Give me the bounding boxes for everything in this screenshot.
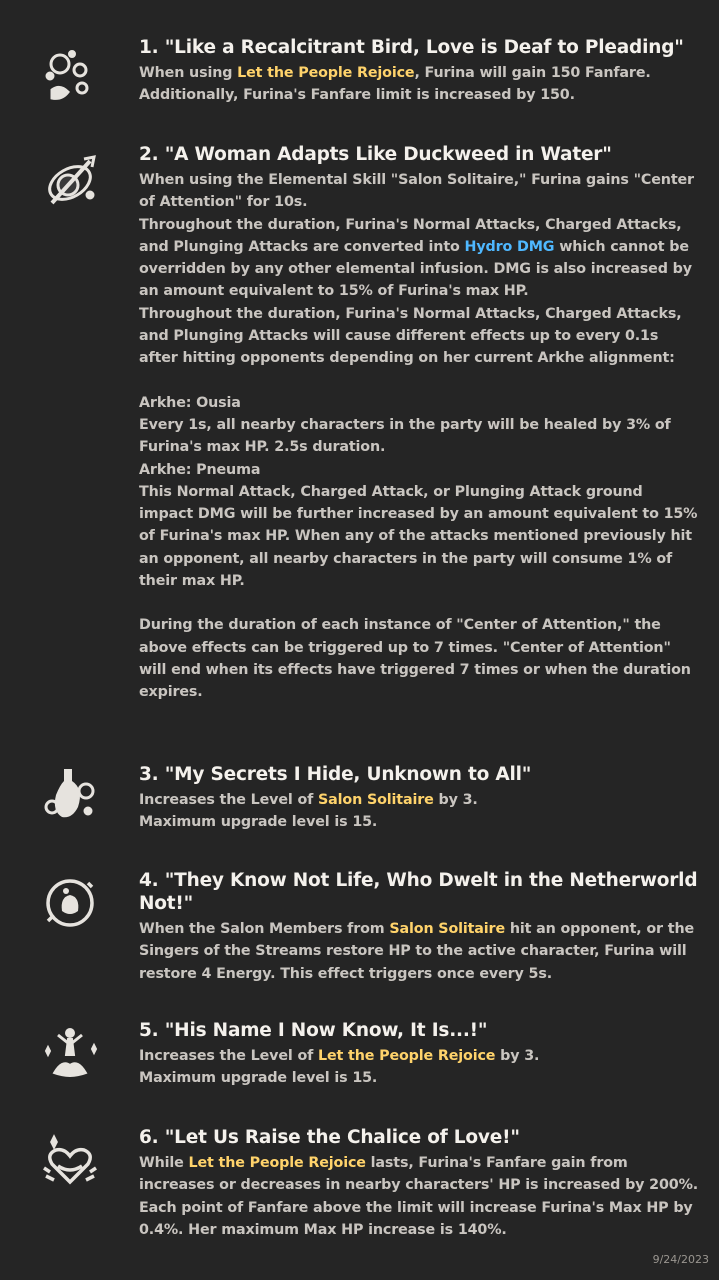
desc-text: When the Salon Members from <box>139 921 390 937</box>
constellation-description <box>139 918 699 985</box>
skill-name-highlight: Let the People Rejoice <box>237 65 415 81</box>
constellation-title: 1. "Like a Recalcitrant Bird, Love is Deaf to Pleading" <box>139 37 684 58</box>
desc-text: When using <box>139 65 238 81</box>
constellation-description <box>139 789 699 834</box>
skill-name-highlight: Salon Solitaire <box>389 921 505 937</box>
desc-text: This Normal Attack, Charged Attack, or Plunging Attack ground impact DMG will be further increased by an amount equivalent to 15% of Furina's max HP. When any of the attacks mentioned previously hit an opponent, all nearby characters in the party will consume 1% of their max HP. <box>139 483 698 590</box>
arkhe-heading: Arkhe: Ousia <box>139 394 241 411</box>
desc-text: Throughout the duration, Furina's Normal Attacks, Charged Attacks, and Plunging Attacks are converted into <box>139 216 682 255</box>
desc-text: Additionally, Furina's Fanfare limit is increased by 150. <box>139 87 575 104</box>
desc-text: During the duration of each instance of "Center of Attention," the above effects can be triggered up to 7 times. "Center of Attention" will end when its effects have triggered 7 times or when the duration expires. <box>139 617 691 701</box>
constellation-description <box>139 1045 699 1090</box>
heart-chalice-constellation-icon <box>38 1132 102 1196</box>
desc-text: lasts, Furina's Fanfare gain from increases or decreases in nearby characters' HP is increased by 200%. Each point of Fanfare above the limit will increase Furina's Max HP by 0.4%. Her maximum Max HP increase is 140%. <box>139 1155 699 1238</box>
desc-text: , Furina will gain 150 Fanfare. <box>414 65 651 81</box>
constellation-title: 4. "They Know Not Life, Who Dwelt in the Netherworld Not!" <box>139 870 698 914</box>
vase-bubbles-constellation-icon <box>38 761 102 825</box>
desc-text: hit an opponent, or the Singers of the Streams restore HP to the active character, Furina will restore 4 Energy. This effect triggers once every 5s. <box>139 921 695 982</box>
desc-text: by 3. <box>495 1048 540 1064</box>
skill-name-highlight: Salon Solitaire <box>318 792 434 808</box>
desc-text: Increases the Level of <box>139 792 319 808</box>
constellation-title: 5. "His Name I Now Know, It Is...!" <box>139 1020 488 1041</box>
date-stamp: 9/24/2023 <box>652 1253 709 1266</box>
desc-text: While <box>139 1155 189 1171</box>
arkhe-heading: Arkhe: Pneuma <box>139 461 261 478</box>
ring-creature-constellation-icon <box>38 871 102 935</box>
desc-text: Maximum upgrade level is 15. <box>139 1070 378 1087</box>
constellation-title: 6. "Let Us Raise the Chalice of Love!" <box>139 1127 520 1148</box>
desc-text: When using the Elemental Skill "Salon Solitaire," Furina gains "Center of Attention" for 10s. <box>139 172 694 211</box>
desc-text: by 3. <box>433 792 478 808</box>
skill-name-highlight: Let the People Rejoice <box>318 1048 496 1064</box>
desc-text: which cannot be overridden by any other elemental infusion. DMG is also increased by an amount equivalent to 15% of Furina's max HP. <box>139 238 692 300</box>
constellation-title: 2. "A Woman Adapts Like Duckweed in Water" <box>139 144 612 165</box>
bubbles-constellation-icon <box>38 44 102 108</box>
desc-text: Maximum upgrade level is 15. <box>139 814 378 831</box>
constellation-description <box>139 1152 699 1241</box>
constellation-description <box>139 62 699 107</box>
desc-text: Increases the Level of <box>139 1048 319 1064</box>
hydro-dmg-highlight: Hydro DMG <box>464 238 555 255</box>
constellation-title: 3. "My Secrets I Hide, Unknown to All" <box>139 764 532 785</box>
dancer-fountain-constellation-icon <box>38 1021 102 1085</box>
desc-text: Every 1s, all nearby characters in the party will be healed by 3% of Furina's max HP. 2.5s duration. <box>139 416 671 456</box>
orbit-sword-constellation-icon <box>38 149 102 213</box>
skill-name-highlight: Let the People Rejoice <box>188 1155 366 1171</box>
desc-text: Throughout the duration, Furina's Normal Attacks, Charged Attacks, and Plunging Attacks will cause different effects up to every 0.1s after hitting opponents depending on her current Arkhe alignment: <box>139 305 682 367</box>
constellation-description <box>139 169 699 704</box>
